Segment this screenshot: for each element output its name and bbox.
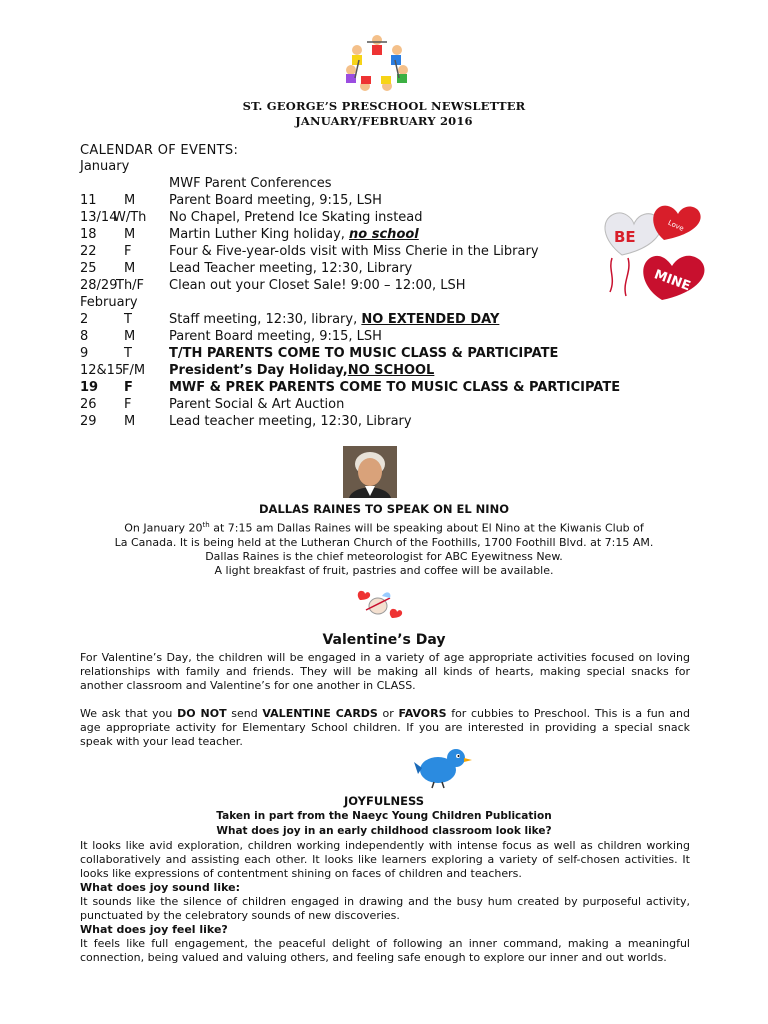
joy-subtitle: Taken in part from the Naeyc Young Children Publication	[216, 810, 552, 822]
joy-answer-1: It looks like avid exploration, children working independently with intense focus as well as children working collaboratively and assisting each other. It looks like learners exploring a variety of self-chosen activities. It looks like expressions of contentment shining on faces of children and teachers.	[80, 839, 690, 880]
cupid-hearts-icon	[352, 586, 404, 626]
joy-question-2: What does joy sound like:	[80, 881, 240, 894]
newsletter-title: ST. GEORGE’S PRESCHOOL NEWSLETTER	[242, 99, 526, 113]
hearts-be-text: BE	[614, 228, 636, 246]
joy-question-3: What does joy feel like?	[80, 923, 228, 936]
no-school-note: NO SCHOOL	[347, 363, 435, 378]
joy-title: JOYFULNESS	[343, 794, 425, 808]
hearts-mine-text: MINE	[651, 267, 693, 295]
joy-answer-2: It sounds like the silence of children engaged in drawing and the busy hum created by purposeful activity, punctuated by the celebratory sounds of new discoveries.	[80, 895, 690, 922]
month-label-january: January	[80, 159, 130, 174]
dallas-raines-photo	[343, 446, 397, 498]
no-extended-day-note: NO EXTENDED DAY	[361, 312, 500, 327]
hearts-love-text: Love	[666, 218, 686, 233]
joy-question-1: What does joy in an early childhood classroom look like?	[216, 825, 552, 837]
calendar-list: January MWF Parent Conferences 11 M Parent Board meeting, 9:15, LSH 13/14 W/Th No Chapel, Pretend Ice Skating instead 18 M Martin Luther King holiday, no school 22 F Four & Five-year-olds visit with Miss Cherie in the Library 25 M Lead Teacher meeting, 12:30, Library 28/29 Th/F Clean out your Closet Sale! 9:00 – 12:00, LSH February 2 T Staff meeting, 12:30, library, NO EXTENDED DAY 8 M Parent Board meeting, 9:15, LSH 9 T T/TH PARENTS COME TO MUSIC CLASS & PARTICIPATE 12&15 F/M President’s Day Holiday,NO SCHOOL 19 F MWF & PREK PARENTS COME TO MUSIC CLASS & PARTICIPATE 26 F Parent Social & Art Auction 29 M Lead teacher meeting, 12:30, Library	[80, 159, 621, 429]
valentine-paragraph-2: We ask that you DO NOT send VALENTINE CARDS or FAVORS for cubbies to Preschool. This is a fun and age appropriate activity for Elementary School children. If you are interested in providing a special snack speak with your lead teacher.	[80, 707, 691, 748]
calendar-heading: CALENDAR OF EVENTS:	[80, 143, 239, 158]
valentine-title: Valentine’s Day	[322, 632, 446, 648]
no-school-note: no school	[349, 227, 419, 242]
children-circle-logo	[333, 30, 421, 98]
dallas-section-title: DALLAS RAINES TO SPEAK ON EL NINO	[259, 502, 509, 516]
valentine-paragraph-1: For Valentine’s Day, the children will be engaged in a variety of age appropriate activities focused on loving relationships with family and friends. They will be making all kinds of hearts, making special snacks for another classroom and Valentine’s for one another in CLASS.	[80, 651, 690, 692]
month-label-february: February	[80, 295, 138, 310]
dallas-section-body: On January 20th at 7:15 am Dallas Raines will be speaking about El Nino at the Kiwanis Club of La Canada. It is being held at the Lutheran Church of the Foothills, 1700 Foothill Blvd. at 7:15 AM. Dallas Raines is the chief meteorologist for ABC Eyewitness New. A light breakfast of fruit, pastries and coffee will be available.	[114, 521, 654, 577]
be-mine-hearts-image	[592, 200, 722, 320]
bluebird-icon	[414, 742, 474, 790]
joy-answer-3: It feels like full engagement, the peaceful delight of following an inner command, making a meaningful connection, being valued and valuing others, and feeling safe enough to explore our inner and out worlds.	[80, 937, 690, 964]
newsletter-date: JANUARY/FEBRUARY 2016	[295, 114, 473, 128]
